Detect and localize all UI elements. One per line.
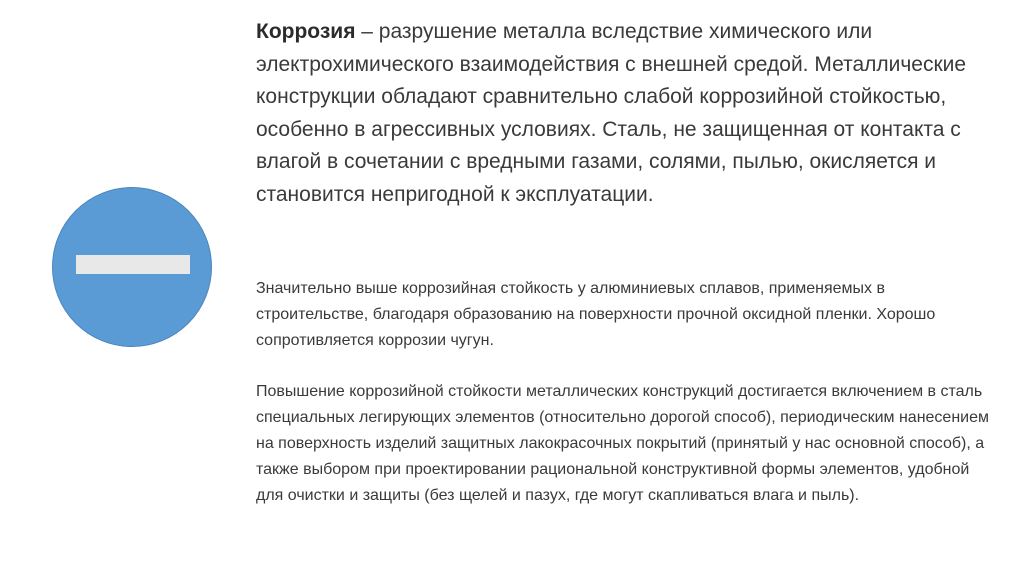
- sign-bar: [76, 255, 190, 274]
- definition-text: – разрушение металла вследствие химического или электрохимического взаимодействия с внешней средой. Металлические конструкции обладают сравнительно слабой коррозийной стойкостью, особенно в агрессивных условиях. Сталь, не защищенная от контакта с влагой в сочетании с вредными газами, солями, пылью, окисляется и становится непригодной к эксплуатации.: [256, 20, 967, 206]
- no-entry-sign-icon: [52, 187, 212, 347]
- paragraph-protection-methods: Повышение коррозийной стойкости металлических конструкций достигается включением в сталь специальных легирующих элементов (относительно дорогой способ), периодическим нанесением на поверхность изделий защитных лакокрасочных покрытий (принятый у нас основной способ), а также выбором при проектировании рациональной конструктивной формы элементов, удобной для очистки и защиты (без щелей и пазух, где могут скапливаться влага и пыль).: [256, 383, 989, 504]
- term-corrosion: Коррозия: [256, 20, 356, 43]
- paragraph-corrosion-definition: [256, 16, 996, 211]
- paragraph-aluminium: Значительно выше коррозийная стойкость у алюминиевых сплавов, применяемых в строительстве, благодаря образованию на поверхности прочной оксидной пленки. Хорошо сопротивляется коррозии чугун.: [256, 280, 936, 349]
